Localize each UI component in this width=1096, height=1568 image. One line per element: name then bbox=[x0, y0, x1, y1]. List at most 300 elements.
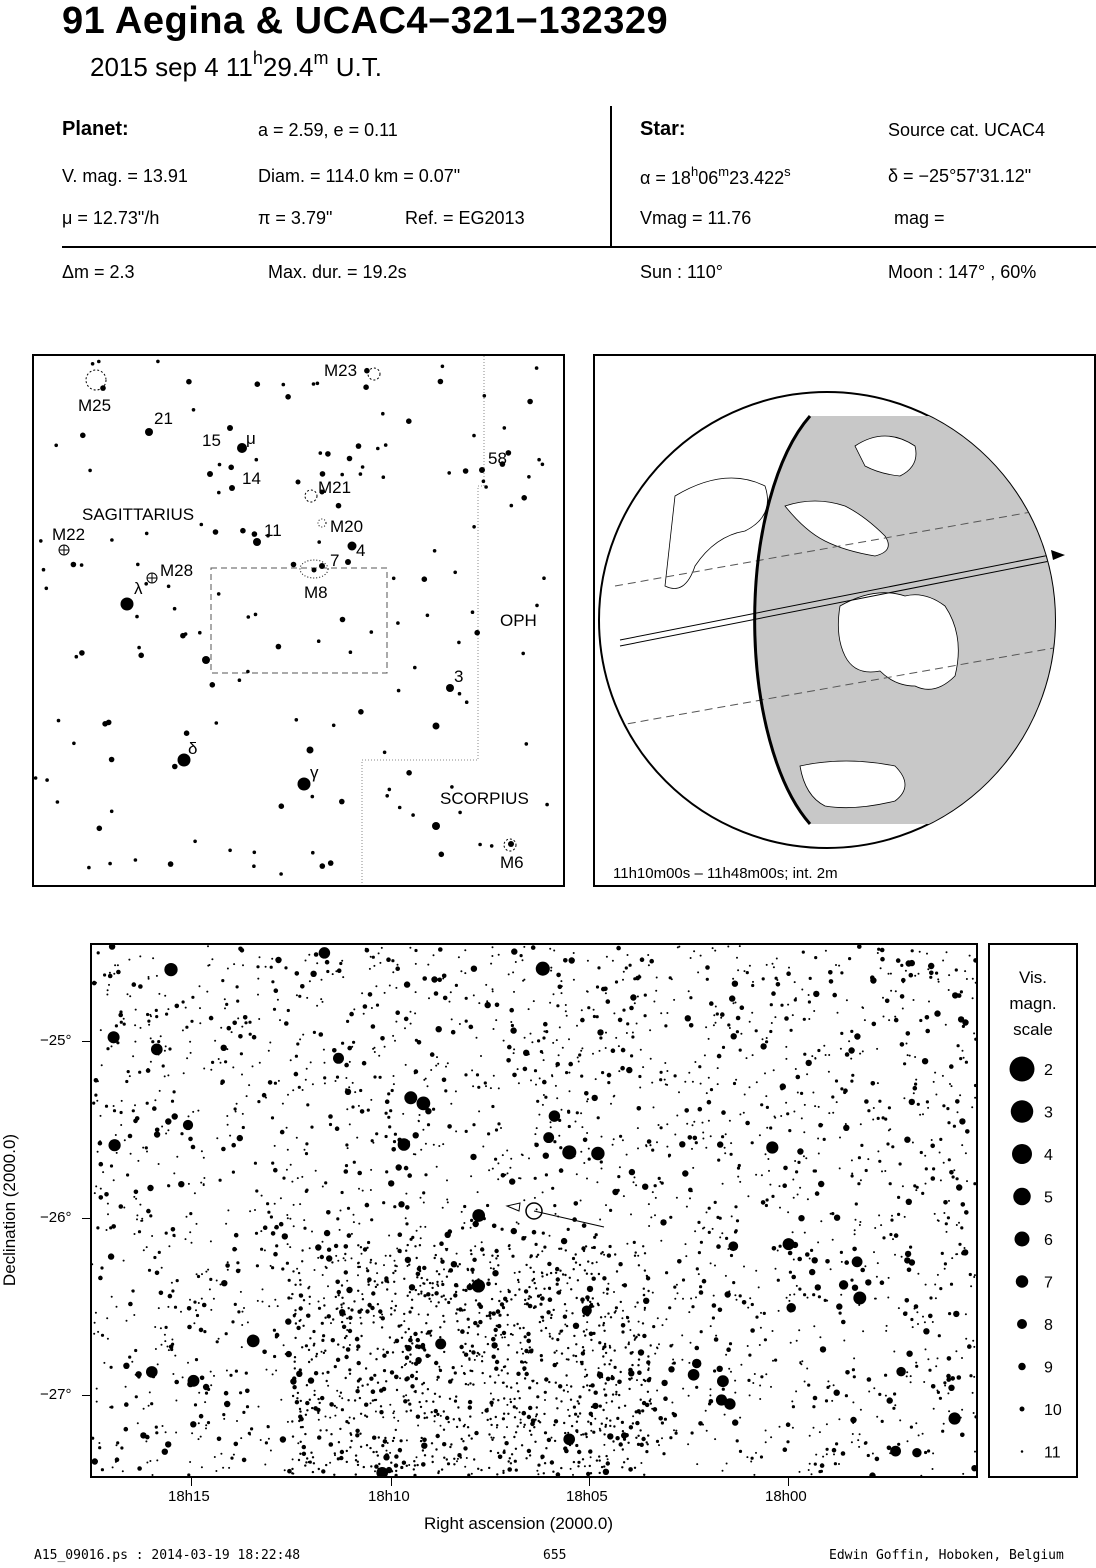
field-star bbox=[99, 1162, 104, 1167]
field-star bbox=[357, 1171, 362, 1176]
field-star bbox=[948, 1158, 951, 1161]
legend-dot-mag-3 bbox=[1011, 1100, 1034, 1123]
field-star bbox=[586, 1273, 588, 1275]
field-star bbox=[638, 1358, 640, 1360]
field-star bbox=[443, 1429, 445, 1431]
field-star bbox=[397, 1138, 402, 1143]
field-star bbox=[580, 1434, 582, 1436]
x-axis-label: Right ascension (2000.0) bbox=[424, 1514, 614, 1533]
field-star bbox=[580, 1200, 582, 1202]
field-star bbox=[529, 1267, 531, 1269]
field-star bbox=[405, 1064, 407, 1066]
field-star bbox=[322, 1186, 324, 1188]
field-star bbox=[501, 1369, 503, 1371]
field-star bbox=[708, 1038, 710, 1040]
field-star bbox=[393, 1075, 395, 1077]
field-star bbox=[296, 1137, 298, 1139]
x-tick-label-1815: 18h15 bbox=[168, 1488, 210, 1505]
field-star bbox=[301, 1346, 303, 1348]
field-star bbox=[121, 1100, 123, 1102]
field-star bbox=[493, 1437, 495, 1439]
field-star bbox=[224, 1391, 229, 1396]
field-star bbox=[434, 1257, 436, 1259]
field-star bbox=[285, 1318, 291, 1324]
field-star bbox=[649, 1029, 651, 1031]
field-star bbox=[282, 1233, 288, 1239]
finder-star bbox=[144, 582, 148, 586]
field-star bbox=[457, 1265, 459, 1267]
field-star bbox=[851, 1173, 853, 1175]
field-star bbox=[581, 1047, 583, 1049]
field-star bbox=[324, 1082, 326, 1084]
field-star bbox=[371, 1139, 374, 1142]
field-star bbox=[524, 1335, 527, 1338]
field-star bbox=[664, 1418, 667, 1421]
field-star bbox=[551, 1337, 553, 1339]
field-star bbox=[688, 990, 690, 992]
field-star bbox=[941, 1252, 944, 1255]
field-star bbox=[389, 985, 391, 987]
field-star bbox=[463, 1205, 466, 1208]
field-star bbox=[407, 1173, 412, 1178]
field-star bbox=[845, 1370, 850, 1375]
field-star bbox=[708, 1231, 711, 1234]
finder-star bbox=[311, 851, 315, 855]
field-star bbox=[496, 1473, 498, 1475]
field-star bbox=[346, 1450, 348, 1452]
field-star bbox=[435, 1305, 437, 1307]
field-star bbox=[787, 1211, 789, 1213]
field-star bbox=[237, 1017, 239, 1019]
field-star bbox=[437, 1063, 439, 1065]
finder-star bbox=[57, 719, 61, 723]
field-star bbox=[237, 1135, 243, 1141]
field-star bbox=[898, 1307, 900, 1309]
field-star bbox=[113, 973, 115, 975]
field-star bbox=[385, 1099, 390, 1104]
field-star bbox=[625, 1433, 629, 1437]
field-star bbox=[797, 1194, 799, 1196]
field-star bbox=[392, 1351, 394, 1353]
field-star bbox=[231, 1320, 234, 1323]
field-star bbox=[422, 1282, 424, 1284]
field-star bbox=[852, 1433, 854, 1435]
field-star bbox=[955, 1350, 957, 1352]
field-star bbox=[932, 1167, 935, 1170]
field-star bbox=[359, 1433, 361, 1435]
field-star bbox=[910, 1375, 912, 1377]
field-star bbox=[284, 966, 287, 969]
field-star bbox=[232, 1171, 235, 1174]
field-star bbox=[365, 1203, 370, 1208]
field-star bbox=[780, 1004, 783, 1007]
field-star bbox=[400, 1324, 402, 1326]
field-star bbox=[907, 1440, 909, 1442]
field-star bbox=[853, 1357, 855, 1359]
finder-star bbox=[382, 475, 386, 479]
field-star bbox=[136, 1218, 138, 1220]
field-star bbox=[749, 1394, 751, 1396]
field-star bbox=[422, 1438, 427, 1443]
field-star bbox=[345, 1143, 348, 1146]
field-star bbox=[872, 1022, 877, 1027]
field-star bbox=[746, 1057, 748, 1059]
field-star bbox=[411, 1362, 413, 1364]
field-star bbox=[678, 946, 680, 948]
field-star bbox=[651, 1149, 654, 1152]
field-star bbox=[803, 1155, 805, 1157]
field-star bbox=[458, 956, 460, 958]
field-star bbox=[373, 1374, 376, 1377]
field-star bbox=[813, 1396, 818, 1401]
field-star bbox=[761, 1200, 766, 1205]
field-star bbox=[792, 1179, 794, 1181]
field-star bbox=[199, 1328, 204, 1333]
field-star bbox=[755, 1270, 757, 1272]
field-star bbox=[841, 1320, 846, 1325]
finder-star bbox=[358, 709, 364, 715]
field-star bbox=[645, 1450, 648, 1453]
field-star bbox=[453, 1463, 455, 1465]
field-star bbox=[937, 1274, 939, 1276]
field-star bbox=[621, 1330, 624, 1333]
field-star bbox=[503, 1449, 505, 1451]
field-star bbox=[571, 1312, 573, 1314]
field-star bbox=[209, 1278, 212, 1281]
field-star bbox=[905, 1312, 907, 1314]
field-star bbox=[722, 1046, 725, 1049]
field-star bbox=[916, 1311, 918, 1313]
field-star bbox=[585, 1245, 587, 1247]
field-star bbox=[836, 1303, 842, 1309]
x-tick-2 bbox=[391, 1478, 392, 1486]
field-star bbox=[353, 1214, 355, 1216]
field-star bbox=[640, 1399, 642, 1401]
field-star bbox=[297, 1442, 299, 1444]
field-star bbox=[859, 1053, 861, 1055]
field-star bbox=[413, 1332, 417, 1336]
field-star bbox=[641, 1409, 644, 1412]
field-star bbox=[358, 1378, 360, 1380]
field-star bbox=[953, 1169, 955, 1171]
field-star bbox=[559, 1270, 561, 1272]
field-star bbox=[543, 1094, 545, 1096]
field-star bbox=[735, 1079, 737, 1081]
field-star bbox=[473, 1157, 475, 1159]
field-star bbox=[349, 1123, 351, 1125]
finder-star bbox=[396, 621, 400, 625]
field-star bbox=[98, 1442, 100, 1444]
field-star bbox=[540, 1330, 542, 1332]
field-star bbox=[786, 1422, 791, 1427]
field-star bbox=[693, 950, 695, 952]
field-star bbox=[351, 1257, 353, 1259]
field-star bbox=[188, 1137, 193, 1142]
field-star bbox=[774, 1016, 776, 1018]
field-star bbox=[909, 1246, 912, 1249]
field-star bbox=[885, 1330, 887, 1332]
field-star bbox=[533, 1271, 535, 1273]
field-star bbox=[427, 1123, 430, 1126]
field-star bbox=[132, 1110, 134, 1112]
field-star bbox=[555, 1397, 557, 1399]
field-star bbox=[467, 1474, 470, 1477]
field-star bbox=[472, 1123, 475, 1126]
field-star bbox=[160, 1327, 162, 1329]
field-star bbox=[713, 1014, 715, 1016]
field-star bbox=[760, 1455, 763, 1458]
field-star bbox=[188, 1183, 190, 1185]
field-star bbox=[454, 1371, 457, 1374]
field-star bbox=[888, 1019, 890, 1021]
field-star bbox=[647, 1391, 649, 1393]
field-star bbox=[311, 1407, 313, 1409]
field-star bbox=[673, 999, 675, 1001]
finder-star bbox=[172, 764, 178, 770]
field-star bbox=[332, 973, 334, 975]
field-star bbox=[355, 1389, 359, 1393]
field-star bbox=[555, 1267, 559, 1271]
field-star bbox=[203, 1068, 205, 1070]
field-star bbox=[948, 1200, 950, 1202]
field-star bbox=[341, 1321, 343, 1323]
field-star bbox=[623, 971, 625, 973]
field-star bbox=[628, 1467, 633, 1472]
field-star bbox=[501, 1337, 503, 1339]
field-star bbox=[582, 1346, 584, 1348]
field-star bbox=[525, 1264, 527, 1266]
field-star bbox=[468, 1434, 470, 1436]
field-star bbox=[374, 1399, 376, 1401]
field-star bbox=[543, 1022, 548, 1027]
field-star bbox=[293, 1204, 295, 1206]
field-star bbox=[360, 1109, 365, 1114]
field-star bbox=[581, 1009, 583, 1011]
field-star bbox=[688, 1072, 690, 1074]
field-star bbox=[431, 976, 437, 982]
field-star bbox=[232, 1021, 237, 1026]
field-star bbox=[464, 1353, 468, 1357]
field-star bbox=[813, 1427, 815, 1429]
field-star bbox=[227, 1124, 229, 1126]
field-star bbox=[378, 1463, 380, 1465]
field-star bbox=[581, 1301, 583, 1303]
field-star bbox=[664, 1062, 666, 1064]
field-star bbox=[461, 1365, 463, 1367]
field-star bbox=[441, 1468, 443, 1470]
field-star bbox=[506, 1300, 508, 1302]
field-star bbox=[150, 1037, 152, 1039]
field-star bbox=[132, 1055, 134, 1057]
field-star bbox=[136, 1214, 138, 1216]
field-star bbox=[623, 1195, 625, 1197]
field-star bbox=[637, 1370, 642, 1375]
field-star bbox=[690, 1342, 692, 1344]
field-star bbox=[434, 1420, 436, 1422]
field-star bbox=[948, 1312, 951, 1315]
field-star bbox=[712, 1303, 717, 1308]
field-star bbox=[637, 1147, 639, 1149]
field-star bbox=[629, 1006, 634, 1011]
field-star bbox=[660, 1071, 663, 1074]
field-star bbox=[472, 1209, 485, 1222]
field-star bbox=[919, 1019, 922, 1022]
field-star bbox=[622, 1430, 624, 1432]
field-star bbox=[257, 978, 259, 980]
field-star bbox=[414, 949, 417, 952]
field-star bbox=[812, 1257, 818, 1263]
legend-dot-mag-5 bbox=[1013, 1188, 1031, 1206]
field-star bbox=[832, 1239, 834, 1241]
field-star bbox=[694, 1230, 696, 1232]
field-star bbox=[159, 1291, 164, 1296]
field-star bbox=[570, 1385, 572, 1387]
field-star bbox=[605, 1352, 607, 1354]
field-star bbox=[529, 1346, 531, 1348]
field-star bbox=[722, 1183, 724, 1185]
field-star bbox=[559, 1146, 562, 1149]
field-star bbox=[438, 1366, 440, 1368]
field-star bbox=[124, 1402, 129, 1407]
field-star bbox=[582, 1433, 584, 1435]
field-star bbox=[637, 1106, 642, 1111]
field-star bbox=[491, 1298, 493, 1300]
field-star bbox=[923, 1328, 929, 1334]
field-star bbox=[341, 1297, 343, 1299]
field-star bbox=[685, 1015, 691, 1021]
field-star bbox=[287, 1469, 292, 1474]
field-star bbox=[248, 1084, 250, 1086]
field-star bbox=[107, 1203, 109, 1205]
field-star bbox=[749, 965, 751, 967]
field-star bbox=[293, 1316, 295, 1318]
field-star bbox=[141, 1218, 143, 1220]
field-star bbox=[397, 964, 399, 966]
field-star bbox=[432, 1401, 434, 1403]
field-star bbox=[598, 1371, 600, 1373]
field-star bbox=[419, 1285, 421, 1287]
field-star bbox=[873, 1107, 875, 1109]
finder-star bbox=[276, 644, 282, 650]
field-star bbox=[603, 1330, 605, 1332]
field-star bbox=[404, 1017, 409, 1022]
field-star bbox=[339, 1428, 341, 1430]
field-star bbox=[574, 1413, 577, 1416]
field-star bbox=[905, 1251, 911, 1257]
field-star bbox=[897, 1213, 900, 1216]
field-star bbox=[725, 1133, 727, 1135]
field-star bbox=[634, 1306, 636, 1308]
field-star bbox=[242, 1411, 245, 1414]
field-star bbox=[94, 1192, 96, 1194]
field-star bbox=[563, 1389, 565, 1391]
field-star bbox=[570, 1288, 572, 1290]
field-star bbox=[209, 1016, 214, 1021]
field-star bbox=[668, 1156, 670, 1158]
field-star bbox=[861, 1006, 863, 1008]
field-star bbox=[647, 1355, 649, 1357]
field-star bbox=[563, 1422, 565, 1424]
field-star bbox=[587, 1421, 589, 1423]
field-star bbox=[421, 1277, 423, 1279]
field-star bbox=[219, 1179, 222, 1182]
finder-star bbox=[328, 860, 334, 866]
field-star bbox=[630, 1054, 633, 1057]
field-star bbox=[899, 1162, 902, 1165]
field-star bbox=[374, 1464, 378, 1468]
field-star bbox=[155, 1015, 158, 1018]
field-star bbox=[830, 1268, 832, 1270]
field-star bbox=[665, 1271, 668, 1274]
field-star bbox=[335, 1126, 340, 1131]
field-star bbox=[682, 1298, 684, 1300]
field-star bbox=[355, 1433, 359, 1437]
field-star bbox=[231, 1143, 236, 1148]
field-star bbox=[256, 965, 259, 968]
field-star bbox=[305, 1142, 308, 1145]
field-star bbox=[345, 1077, 347, 1079]
finder-star bbox=[359, 472, 363, 476]
field-star bbox=[483, 1351, 485, 1353]
field-star bbox=[223, 1418, 225, 1420]
field-star bbox=[878, 1100, 881, 1103]
field-star bbox=[495, 1360, 499, 1364]
field-star bbox=[726, 1347, 731, 1352]
field-star bbox=[964, 970, 966, 972]
field-star bbox=[594, 1391, 598, 1395]
field-star bbox=[513, 1436, 515, 1438]
field-star bbox=[583, 1315, 585, 1317]
field-star bbox=[447, 1124, 452, 1129]
field-star bbox=[524, 1349, 528, 1353]
field-star bbox=[586, 1329, 588, 1331]
field-star bbox=[392, 1412, 394, 1414]
field-star bbox=[553, 1204, 556, 1207]
field-star bbox=[434, 1393, 436, 1395]
field-star bbox=[440, 1415, 442, 1417]
field-star bbox=[271, 1162, 274, 1165]
field-star bbox=[416, 1464, 418, 1466]
field-star bbox=[359, 1317, 361, 1319]
field-star bbox=[460, 1456, 462, 1458]
legend-dot-mag-8 bbox=[1017, 1319, 1027, 1329]
field-star bbox=[431, 1294, 433, 1296]
field-star bbox=[210, 1309, 212, 1311]
field-star bbox=[740, 1005, 745, 1010]
label-m28: M28 bbox=[160, 561, 194, 580]
field-star bbox=[172, 1113, 178, 1119]
field-star bbox=[550, 1272, 552, 1274]
finder-star bbox=[88, 469, 92, 473]
field-star bbox=[408, 1264, 410, 1266]
field-star bbox=[629, 1329, 631, 1331]
field-star bbox=[464, 1373, 466, 1375]
field-star bbox=[407, 1295, 409, 1297]
field-star bbox=[568, 1415, 570, 1417]
field-star bbox=[509, 1398, 511, 1400]
y-tick-label-25: −25° bbox=[40, 1032, 72, 1049]
field-star bbox=[489, 1401, 493, 1405]
field-star bbox=[496, 1309, 501, 1314]
field-star bbox=[922, 1058, 928, 1064]
field-star bbox=[165, 1045, 167, 1047]
field-star bbox=[882, 1236, 885, 1239]
field-star bbox=[538, 1114, 540, 1116]
finder-star bbox=[482, 480, 486, 484]
field-star bbox=[404, 1166, 409, 1171]
field-star bbox=[111, 1045, 113, 1047]
field-star bbox=[622, 1310, 624, 1312]
